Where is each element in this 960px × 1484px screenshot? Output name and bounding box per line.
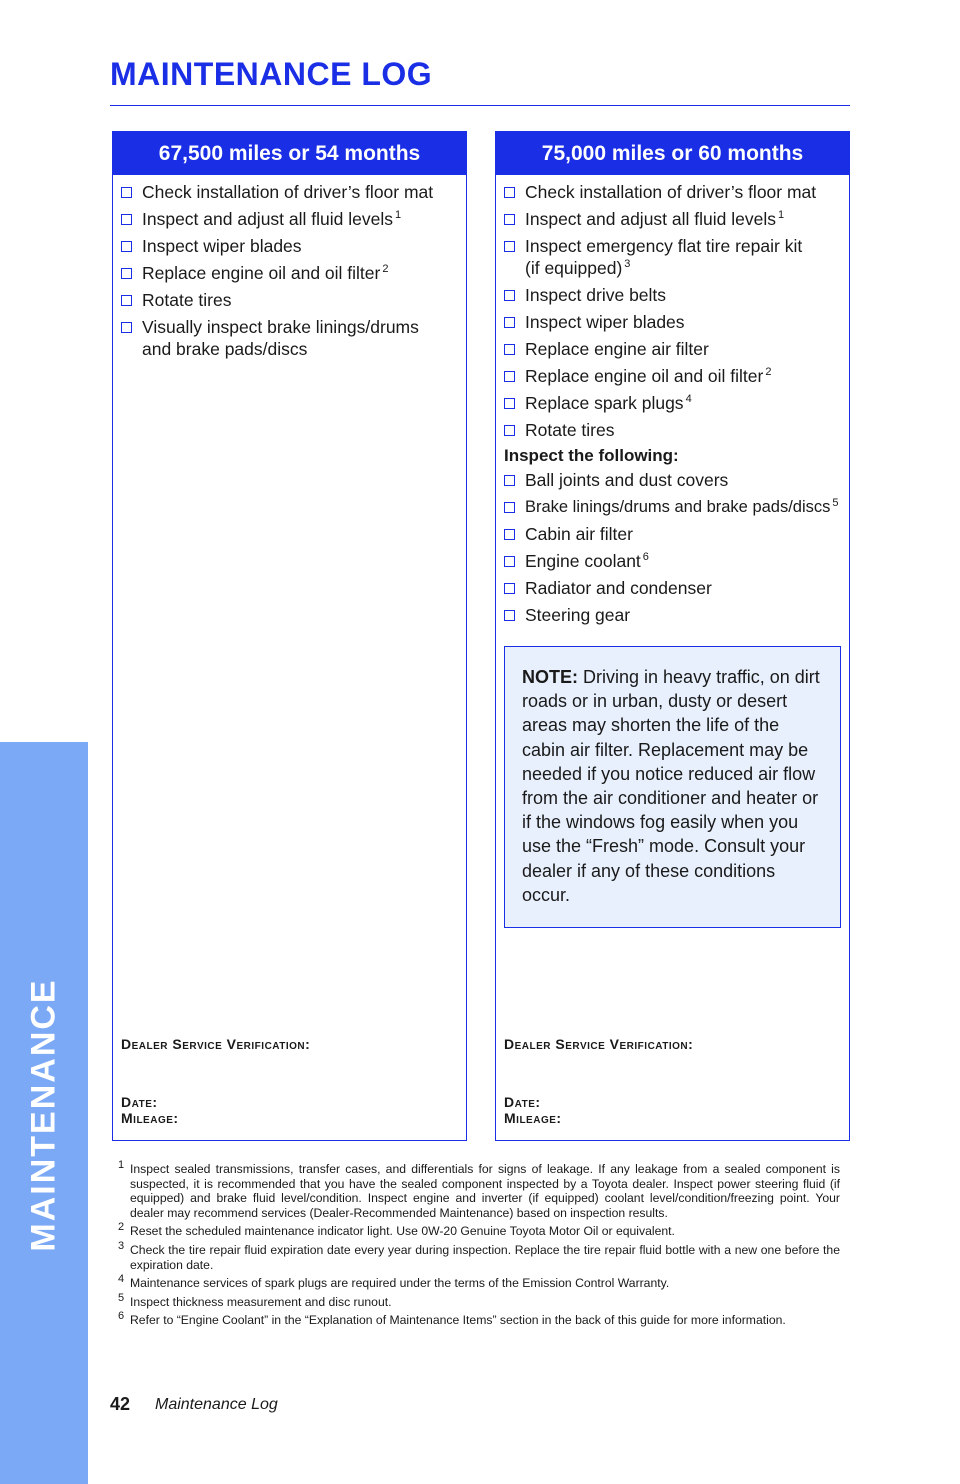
- checklist-item: [121, 289, 466, 311]
- checklist-item: [121, 181, 466, 203]
- item-text: Inspect and adjust all fluid levels $^1$: [525, 209, 785, 229]
- item-text: Visually inspect brake linings/drums and brake pads/discs: [142, 317, 419, 359]
- inspect-subheading: Inspect the following:: [504, 446, 679, 465]
- item-text: Replace engine air filter: [525, 339, 709, 359]
- checklist: [496, 175, 849, 928]
- footnotes: [118, 1159, 840, 1332]
- note-box: [504, 646, 841, 928]
- verification-label: Dealer Service Verification:: [121, 1036, 311, 1052]
- page-label: Maintenance Log: [155, 1396, 278, 1413]
- item-text: Inspect drive belts: [525, 285, 667, 305]
- checklist-item: [504, 208, 849, 230]
- note-text: Driving in heavy traffic, on dirt roads or in urban, dusty or desert areas may shorten the life of the cabin air filter. Replacement may be needed if you notice reduced air flow from the air conditioner and heater or if the windows fog easily when you use the “Fresh” mode. Consult your dealer if any of these conditions occur.: [522, 667, 820, 905]
- checklist-item: [504, 338, 849, 360]
- checkbox[interactable]: [504, 317, 515, 328]
- footnote: 5 Inspect thickness measurement and disc runout.: [118, 1291, 392, 1309]
- checkbox[interactable]: [504, 425, 515, 436]
- item-text: Check installation of driver’s floor mat: [525, 182, 817, 202]
- checklist: [113, 175, 466, 360]
- checklist-item: [504, 496, 849, 518]
- note-label: NOTE:: [522, 667, 578, 687]
- date-label: Date:: [504, 1094, 541, 1110]
- item-text: Inspect wiper blades: [525, 312, 685, 332]
- checkbox[interactable]: [504, 583, 515, 594]
- checkbox[interactable]: [504, 556, 515, 567]
- checkbox[interactable]: [504, 290, 515, 301]
- checklist-item: [504, 469, 849, 491]
- checklist-item: [504, 235, 849, 279]
- checkbox[interactable]: [121, 268, 132, 279]
- footnote: 3 Check the tire repair fluid expiration date every year during inspection. Replace the tire repair fluid bottle with a new one before the expiration date.: [118, 1239, 840, 1272]
- checkbox[interactable]: [504, 398, 515, 409]
- checklist-item: [121, 235, 466, 257]
- checkbox[interactable]: [504, 344, 515, 355]
- checklist-item: [504, 577, 849, 599]
- checkbox[interactable]: [504, 241, 515, 252]
- checkbox[interactable]: [504, 610, 515, 621]
- checklist-item: [504, 365, 849, 387]
- checkbox[interactable]: [504, 187, 515, 198]
- page-number: 42: [110, 1394, 131, 1414]
- checkbox[interactable]: [504, 371, 515, 382]
- title-divider: [110, 105, 850, 106]
- service-column-67500: [112, 131, 467, 1141]
- mileage-label: Mileage:: [504, 1110, 562, 1126]
- checklist-item: [504, 181, 849, 203]
- item-text: Rotate tires: [525, 420, 615, 440]
- item-text: Replace engine oil and oil filter $^2$: [525, 366, 772, 386]
- checkbox[interactable]: [504, 475, 515, 486]
- footnote: 4 Maintenance services of spark plugs are required under the terms of the Emission Control Warranty.: [118, 1273, 670, 1291]
- item-text: Check installation of driver’s floor mat: [142, 182, 434, 202]
- checkbox[interactable]: [121, 214, 132, 225]
- checklist-item: [504, 604, 849, 626]
- item-text: Inspect and adjust all fluid levels $^1$: [142, 209, 402, 229]
- checkbox[interactable]: [121, 241, 132, 252]
- column-header: 75,000 miles or 60 months: [496, 132, 849, 175]
- checklist-item: [121, 208, 466, 230]
- item-text: Steering gear: [525, 605, 631, 625]
- item-text: Inspect wiper blades: [142, 236, 302, 256]
- verification-label: Dealer Service Verification:: [504, 1036, 694, 1052]
- dealer-verification: [121, 1036, 310, 1126]
- item-text: Cabin air filter: [525, 524, 633, 544]
- item-text: Inspect emergency flat tire repair kit (if equipped) $^3$: [525, 236, 803, 278]
- checkbox[interactable]: [121, 322, 132, 333]
- footnote: 6 Refer to “Engine Coolant” in the “Explanation of Maintenance Items” section in the back of this guide for more information.: [118, 1310, 786, 1328]
- item-text: Brake linings/drums and brake pads/discs $^5$: [525, 496, 839, 516]
- checklist-item: [121, 262, 466, 284]
- mileage-label: Mileage:: [121, 1110, 179, 1126]
- checklist-item: [504, 550, 849, 572]
- service-column-75000: [495, 131, 850, 1141]
- footnote: 1 Inspect sealed transmissions, transfer cases, and differentials for signs of leakage. If any leakage from a sealed component is suspected, it is recommended that you have the sealed component inspected by a Toyota dealer. Inspect power steering fluid (if equipped) and brake fluid level/condition. Inspect engine and inverter (if equipped) coolant level/condition/freezing point. Your dealer may recommend services (Dealer-Recommended Maintenance) based on inspection results.: [118, 1159, 840, 1220]
- date-label: Date:: [121, 1094, 158, 1110]
- checklist-item: [504, 523, 849, 545]
- checkbox[interactable]: [121, 187, 132, 198]
- item-text: Ball joints and dust covers: [525, 470, 729, 490]
- item-text: Rotate tires: [142, 290, 232, 310]
- item-text: Radiator and condenser: [525, 578, 712, 598]
- checklist-item: [504, 311, 849, 333]
- checkbox[interactable]: [504, 529, 515, 540]
- checklist-item: [504, 284, 849, 306]
- side-tab-label: MAINTENANCE: [24, 978, 63, 1252]
- item-text: Replace engine oil and oil filter $^2$: [142, 263, 389, 283]
- checklist-item: [504, 419, 849, 441]
- checklist-item: [504, 392, 849, 414]
- item-text: Replace spark plugs $^4$: [525, 393, 692, 413]
- checkbox[interactable]: [504, 214, 515, 225]
- footnote: 2 Reset the scheduled maintenance indicator light. Use 0W-20 Genuine Toyota Motor Oil or equivalent.: [118, 1221, 675, 1239]
- checklist-item: [121, 316, 466, 360]
- checkbox[interactable]: [504, 502, 515, 513]
- page-title: MAINTENANCE LOG: [110, 56, 433, 92]
- item-text: Engine coolant $^6$: [525, 551, 649, 571]
- column-header: 67,500 miles or 54 months: [113, 132, 466, 175]
- checkbox[interactable]: [121, 295, 132, 306]
- dealer-verification: [504, 1036, 693, 1126]
